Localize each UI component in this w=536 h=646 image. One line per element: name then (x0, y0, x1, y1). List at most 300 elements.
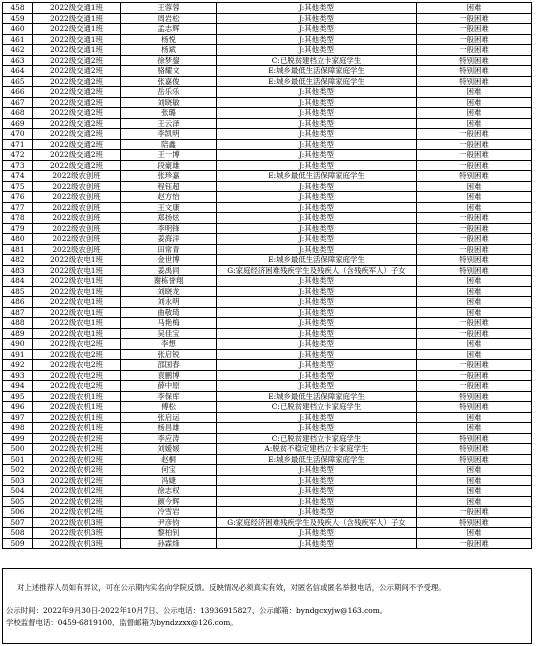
class-name: 2022级农创班 (33, 171, 121, 182)
table-row (3, 297, 532, 308)
difficulty-level: 特别困难 (417, 255, 532, 266)
difficulty-type: J:其他类型 (217, 381, 417, 392)
student-name: 薛中原 (121, 381, 217, 392)
table-row (3, 192, 532, 203)
table-row (3, 276, 532, 287)
difficulty-level: 困难 (417, 412, 532, 423)
student-name: 王文康 (121, 202, 217, 213)
difficulty-level: 困难 (417, 286, 532, 297)
student-name: 尹彦钧 (121, 517, 217, 528)
difficulty-type: J:其他类型 (217, 496, 417, 507)
class-name: 2022级农电2班 (33, 339, 121, 350)
row-index: 460 (3, 24, 33, 35)
difficulty-type: J:其他类型 (217, 87, 417, 98)
difficulty-level: 一般困难 (417, 150, 532, 161)
class-name: 2022级农机2班 (33, 496, 121, 507)
difficulty-type: J:其他类型 (217, 318, 417, 329)
difficulty-type: J:其他类型 (217, 465, 417, 476)
table-row (3, 3, 532, 14)
student-name: 陪鑫 (121, 139, 217, 150)
table-row (3, 402, 532, 413)
table-row (3, 318, 532, 329)
class-name: 2022级农创班 (33, 244, 121, 255)
difficulty-type: J:其他类型 (217, 181, 417, 192)
objection-notice: 对上述推荐人员如有异议，可在公示期内实名向学院反馈。反映情况必须真实有效，对匿名信或匿名举报电话，公示期间不予受理。 (17, 583, 446, 592)
table-row (3, 160, 532, 171)
difficulty-type: E:城乡最低生活保障家庭学生 (217, 454, 417, 465)
difficulty-type: G:家庭经济困难残疾学生及残疾人（含残疾军人）子女 (217, 517, 417, 528)
row-index: 471 (3, 139, 33, 150)
student-name: 刘晓龙 (121, 286, 217, 297)
table-row (3, 97, 532, 108)
class-name: 2022级农机2班 (33, 444, 121, 455)
class-name: 2022级交通1班 (33, 24, 121, 35)
row-index: 479 (3, 223, 33, 234)
row-index: 463 (3, 55, 33, 66)
difficulty-level: 困难 (417, 118, 532, 129)
student-name: 姜禹同 (121, 265, 217, 276)
table-row (3, 87, 532, 98)
row-index: 491 (3, 349, 33, 360)
difficulty-level: 一般困难 (417, 360, 532, 371)
class-name: 2022级农机1班 (33, 412, 121, 423)
class-name: 2022级农机2班 (33, 475, 121, 486)
row-index: 483 (3, 265, 33, 276)
row-index: 496 (3, 402, 33, 413)
difficulty-type: J:其他类型 (217, 507, 417, 518)
difficulty-type: J:其他类型 (217, 349, 417, 360)
difficulty-type: J:其他类型 (217, 244, 417, 255)
difficulty-level: 困难 (417, 307, 532, 318)
student-name: 冷雪岩 (121, 507, 217, 518)
student-name: 赵桐 (121, 454, 217, 465)
student-name: 张璐 (121, 108, 217, 119)
row-index: 498 (3, 423, 33, 434)
difficulty-level: 一般困难 (417, 318, 532, 329)
class-name: 2022级农机2班 (33, 454, 121, 465)
table-row (3, 181, 532, 192)
class-name: 2022级农电1班 (33, 286, 121, 297)
table-row (3, 66, 532, 77)
difficulty-level: 一般困难 (417, 24, 532, 35)
row-index: 489 (3, 328, 33, 339)
difficulty-type: J:其他类型 (217, 475, 417, 486)
class-name: 2022级交通2班 (33, 55, 121, 66)
class-name: 2022级交通2班 (33, 129, 121, 140)
notes-box (2, 568, 532, 644)
table-row (3, 507, 532, 518)
table-row (3, 412, 532, 423)
row-index: 487 (3, 307, 33, 318)
difficulty-level: 困难 (417, 297, 532, 308)
difficulty-level: 困难 (417, 181, 532, 192)
row-index: 468 (3, 108, 33, 119)
student-name: 杨斌 (121, 45, 217, 56)
student-name: 姜海洋 (121, 234, 217, 245)
class-name: 2022级农机1班 (33, 423, 121, 434)
row-index: 508 (3, 528, 33, 539)
table-row (3, 55, 532, 66)
row-index: 459 (3, 13, 33, 24)
table-row (3, 328, 532, 339)
student-name: 徐梦鋆 (121, 55, 217, 66)
table-row (3, 171, 532, 182)
row-index: 493 (3, 370, 33, 381)
difficulty-level: 一般困难 (417, 507, 532, 518)
difficulty-level: 困难 (417, 97, 532, 108)
difficulty-type: C:已脱贫建档立卡家庭学生 (217, 55, 417, 66)
row-index: 472 (3, 150, 33, 161)
difficulty-level: 困难 (417, 486, 532, 497)
difficulty-level: 特别困难 (417, 517, 532, 528)
row-index: 484 (3, 276, 33, 287)
row-index: 502 (3, 465, 33, 476)
row-index: 467 (3, 97, 33, 108)
class-name: 2022级农机1班 (33, 391, 121, 402)
row-index: 475 (3, 181, 33, 192)
difficulty-type: J:其他类型 (217, 423, 417, 434)
difficulty-level: 一般困难 (417, 160, 532, 171)
difficulty-type: J:其他类型 (217, 486, 417, 497)
difficulty-level: 一般困难 (417, 328, 532, 339)
row-index: 506 (3, 507, 33, 518)
student-name: 曲敬琦 (121, 307, 217, 318)
class-name: 2022级农电1班 (33, 328, 121, 339)
class-name: 2022级交通2班 (33, 66, 121, 77)
difficulty-level: 困难 (417, 465, 532, 476)
row-index: 492 (3, 360, 33, 371)
student-name: 田常青 (121, 244, 217, 255)
row-index: 486 (3, 297, 33, 308)
difficulty-level: 困难 (417, 276, 532, 287)
student-name: 邵国春 (121, 360, 217, 371)
table-row (3, 517, 532, 528)
table-row (3, 360, 532, 371)
student-name: 傅松 (121, 402, 217, 413)
difficulty-level: 一般困难 (417, 370, 532, 381)
difficulty-level: 一般困难 (417, 34, 532, 45)
difficulty-type: J:其他类型 (217, 45, 417, 56)
row-index: 465 (3, 76, 33, 87)
student-name: 张珍嘉 (121, 171, 217, 182)
class-name: 2022级农创班 (33, 181, 121, 192)
difficulty-type: J:其他类型 (217, 339, 417, 350)
difficulty-level: 困难 (417, 87, 532, 98)
difficulty-level: 特别困难 (417, 444, 532, 455)
student-name: 谢栋誉翔 (121, 276, 217, 287)
class-name: 2022级农机2班 (33, 465, 121, 476)
difficulty-level: 一般困难 (417, 139, 532, 150)
student-name: 段豪雄 (121, 160, 217, 171)
difficulty-level: 困难 (417, 475, 532, 486)
table-row (3, 118, 532, 129)
table-row (3, 486, 532, 497)
student-name: 何宝 (121, 465, 217, 476)
difficulty-level: 困难 (417, 528, 532, 539)
student-name: 黎柏钊 (121, 528, 217, 539)
difficulty-level: 一般困难 (417, 234, 532, 245)
student-name: 周岩松 (121, 13, 217, 24)
table-row (3, 339, 532, 350)
table-row (3, 381, 532, 392)
row-index: 466 (3, 87, 33, 98)
class-name: 2022级农创班 (33, 234, 121, 245)
class-name: 2022级农创班 (33, 223, 121, 234)
table-row (3, 496, 532, 507)
difficulty-level: 困难 (417, 202, 532, 213)
difficulty-type: J:其他类型 (217, 276, 417, 287)
class-name: 2022级农电1班 (33, 276, 121, 287)
student-name: 程钰超 (121, 181, 217, 192)
class-name: 2022级交通2班 (33, 76, 121, 87)
class-name: 2022级交通2班 (33, 87, 121, 98)
table-row (3, 370, 532, 381)
class-name: 2022级农机2班 (33, 507, 121, 518)
difficulty-level: 困难 (417, 192, 532, 203)
difficulty-type: J:其他类型 (217, 307, 417, 318)
difficulty-level: 一般困难 (417, 13, 532, 24)
difficulty-type: J:其他类型 (217, 34, 417, 45)
difficulty-level: 一般困难 (417, 129, 532, 140)
difficulty-type: J:其他类型 (217, 297, 417, 308)
student-name: 刘晓敏 (121, 97, 217, 108)
table-row (3, 265, 532, 276)
row-index: 461 (3, 34, 33, 45)
table-row (3, 286, 532, 297)
student-name: 颜今辉 (121, 496, 217, 507)
row-index: 494 (3, 381, 33, 392)
class-name: 2022级农机1班 (33, 402, 121, 413)
table-row (3, 139, 532, 150)
table-row (3, 223, 532, 234)
difficulty-type: J:其他类型 (217, 234, 417, 245)
student-name: 王云泽 (121, 118, 217, 129)
difficulty-type: J:其他类型 (217, 3, 417, 14)
row-index: 503 (3, 475, 33, 486)
student-name: 骆耀文 (121, 66, 217, 77)
student-name: 袁鹏博 (121, 370, 217, 381)
table-row (3, 538, 532, 549)
difficulty-level: 一般困难 (417, 244, 532, 255)
row-index: 464 (3, 66, 33, 77)
student-name: 马艳梅 (121, 318, 217, 329)
row-index: 501 (3, 454, 33, 465)
table-row (3, 234, 532, 245)
student-aid-table (2, 2, 532, 549)
class-name: 2022级农电1班 (33, 297, 121, 308)
table-row (3, 528, 532, 539)
table-row (3, 76, 532, 87)
difficulty-type: J:其他类型 (217, 370, 417, 381)
difficulty-level: 一般困难 (417, 45, 532, 56)
class-name: 2022级交通2班 (33, 108, 121, 119)
row-index: 477 (3, 202, 33, 213)
class-name: 2022级农机2班 (33, 486, 121, 497)
row-index: 490 (3, 339, 33, 350)
difficulty-level: 困难 (417, 423, 532, 434)
difficulty-level: 一般困难 (417, 381, 532, 392)
difficulty-level: 特别困难 (417, 76, 532, 87)
difficulty-type: J:其他类型 (217, 192, 417, 203)
row-index: 474 (3, 171, 33, 182)
class-name: 2022级农电2班 (33, 370, 121, 381)
class-name: 2022级交通1班 (33, 13, 121, 24)
table-row (3, 202, 532, 213)
class-name: 2022级农电1班 (33, 307, 121, 318)
student-name: 刘永明 (121, 297, 217, 308)
class-name: 2022级农电2班 (33, 349, 121, 360)
class-name: 2022级交通1班 (33, 34, 121, 45)
student-name: 吴佳宝 (121, 328, 217, 339)
student-name: 李明锋 (121, 223, 217, 234)
row-index: 509 (3, 538, 33, 549)
difficulty-type: J:其他类型 (217, 223, 417, 234)
row-index: 507 (3, 517, 33, 528)
table-row (3, 213, 532, 224)
class-name: 2022级交通1班 (33, 3, 121, 14)
difficulty-type: J:其他类型 (217, 286, 417, 297)
class-name: 2022级交通2班 (33, 97, 121, 108)
student-name: 李凯明 (121, 129, 217, 140)
difficulty-level: 特别困难 (417, 402, 532, 413)
difficulty-type: J:其他类型 (217, 412, 417, 423)
student-name: 李应涛 (121, 433, 217, 444)
difficulty-type: J:其他类型 (217, 13, 417, 24)
table-row (3, 34, 532, 45)
difficulty-level: 一般困难 (417, 213, 532, 224)
row-index: 505 (3, 496, 33, 507)
row-index: 470 (3, 129, 33, 140)
table-row (3, 423, 532, 434)
student-name: 岳乐乐 (121, 87, 217, 98)
difficulty-type: C:已脱贫建档立卡家庭学生 (217, 402, 417, 413)
difficulty-type: G:家庭经济困难残疾学生及残疾人（含残疾军人）子女 (217, 265, 417, 276)
difficulty-level: 特别困难 (417, 66, 532, 77)
row-index: 481 (3, 244, 33, 255)
class-name: 2022级农机2班 (33, 433, 121, 444)
difficulty-level: 一般困难 (417, 223, 532, 234)
table-row (3, 465, 532, 476)
student-name: 徐志权 (121, 486, 217, 497)
difficulty-level: 困难 (417, 108, 532, 119)
row-index: 485 (3, 286, 33, 297)
class-name: 2022级农机3班 (33, 517, 121, 528)
table-row (3, 255, 532, 266)
publicity-info: 公示时间：2022年9月30日-2022年10月7日、公示电话：13936915827、公示邮箱：byndgcxyjw@163.com。 (6, 606, 388, 615)
difficulty-type: J:其他类型 (217, 139, 417, 150)
class-name: 2022级农电1班 (33, 255, 121, 266)
class-name: 2022级交通2班 (33, 150, 121, 161)
row-index: 482 (3, 255, 33, 266)
difficulty-type: J:其他类型 (217, 328, 417, 339)
difficulty-type: J:其他类型 (217, 202, 417, 213)
class-name: 2022级农机3班 (33, 538, 121, 549)
student-name: 李想 (121, 339, 217, 350)
student-name: 赵方怡 (121, 192, 217, 203)
difficulty-level: 特别困难 (417, 171, 532, 182)
row-index: 480 (3, 234, 33, 245)
student-name: 李保库 (121, 391, 217, 402)
difficulty-level: 特别困难 (417, 265, 532, 276)
difficulty-type: E:城乡最低生活保障家庭学生 (217, 391, 417, 402)
difficulty-type: J:其他类型 (217, 160, 417, 171)
row-index: 495 (3, 391, 33, 402)
student-name: 刘嫒媛 (121, 444, 217, 455)
table-row (3, 454, 532, 465)
difficulty-type: J:其他类型 (217, 528, 417, 539)
row-index: 469 (3, 118, 33, 129)
row-index: 500 (3, 444, 33, 455)
row-index: 473 (3, 160, 33, 171)
difficulty-type: J:其他类型 (217, 97, 417, 108)
table-row (3, 244, 532, 255)
row-index: 458 (3, 3, 33, 14)
difficulty-level: 困难 (417, 3, 532, 14)
table-row (3, 150, 532, 161)
student-name: 冯婕 (121, 475, 217, 486)
student-name: 孙霖烽 (121, 538, 217, 549)
difficulty-type: A:脱贫不稳定建档立卡家庭学生 (217, 444, 417, 455)
student-name: 张启锐 (121, 349, 217, 360)
table-row (3, 108, 532, 119)
difficulty-level: 特别困难 (417, 433, 532, 444)
row-index: 462 (3, 45, 33, 56)
difficulty-type: J:其他类型 (217, 150, 417, 161)
difficulty-type: E:城乡最低生活保障家庭学生 (217, 171, 417, 182)
table-row (3, 45, 532, 56)
difficulty-type: J:其他类型 (217, 129, 417, 140)
table-row (3, 444, 532, 455)
class-name: 2022级交通1班 (33, 45, 121, 56)
supervision-info: 学校监督电话：0459-6819100、监督邮箱为byndzzxx@126.com。 (6, 618, 238, 627)
student-name: 张嘉俊 (121, 76, 217, 87)
table-row (3, 129, 532, 140)
row-index: 499 (3, 433, 33, 444)
difficulty-type: J:其他类型 (217, 213, 417, 224)
student-name: 王一博 (121, 150, 217, 161)
student-name: 郑扬炫 (121, 213, 217, 224)
difficulty-type: E:城乡最低生活保障家庭学生 (217, 255, 417, 266)
difficulty-type: J:其他类型 (217, 24, 417, 35)
row-index: 504 (3, 486, 33, 497)
table-row (3, 433, 532, 444)
difficulty-type: E:城乡最低生活保障家庭学生 (217, 76, 417, 87)
table-row (3, 349, 532, 360)
difficulty-level: 特别困难 (417, 55, 532, 66)
student-name: 王蓉蓉 (121, 3, 217, 14)
student-name: 金世博 (121, 255, 217, 266)
class-name: 2022级农创班 (33, 192, 121, 203)
row-index: 476 (3, 192, 33, 203)
table-row (3, 307, 532, 318)
difficulty-type: J:其他类型 (217, 108, 417, 119)
class-name: 2022级农机3班 (33, 528, 121, 539)
difficulty-level: 一般困难 (417, 538, 532, 549)
table-row (3, 13, 532, 24)
row-index: 478 (3, 213, 33, 224)
difficulty-level: 困难 (417, 349, 532, 360)
class-name: 2022级交通2班 (33, 118, 121, 129)
row-index: 488 (3, 318, 33, 329)
class-name: 2022级交通2班 (33, 160, 121, 171)
class-name: 2022级农电1班 (33, 318, 121, 329)
difficulty-level: 困难 (417, 496, 532, 507)
class-name: 2022级农创班 (33, 213, 121, 224)
difficulty-type: C:已脱贫建档立卡家庭学生 (217, 433, 417, 444)
student-name: 孟志辉 (121, 24, 217, 35)
difficulty-level: 特别困难 (417, 454, 532, 465)
class-name: 2022级农电2班 (33, 381, 121, 392)
